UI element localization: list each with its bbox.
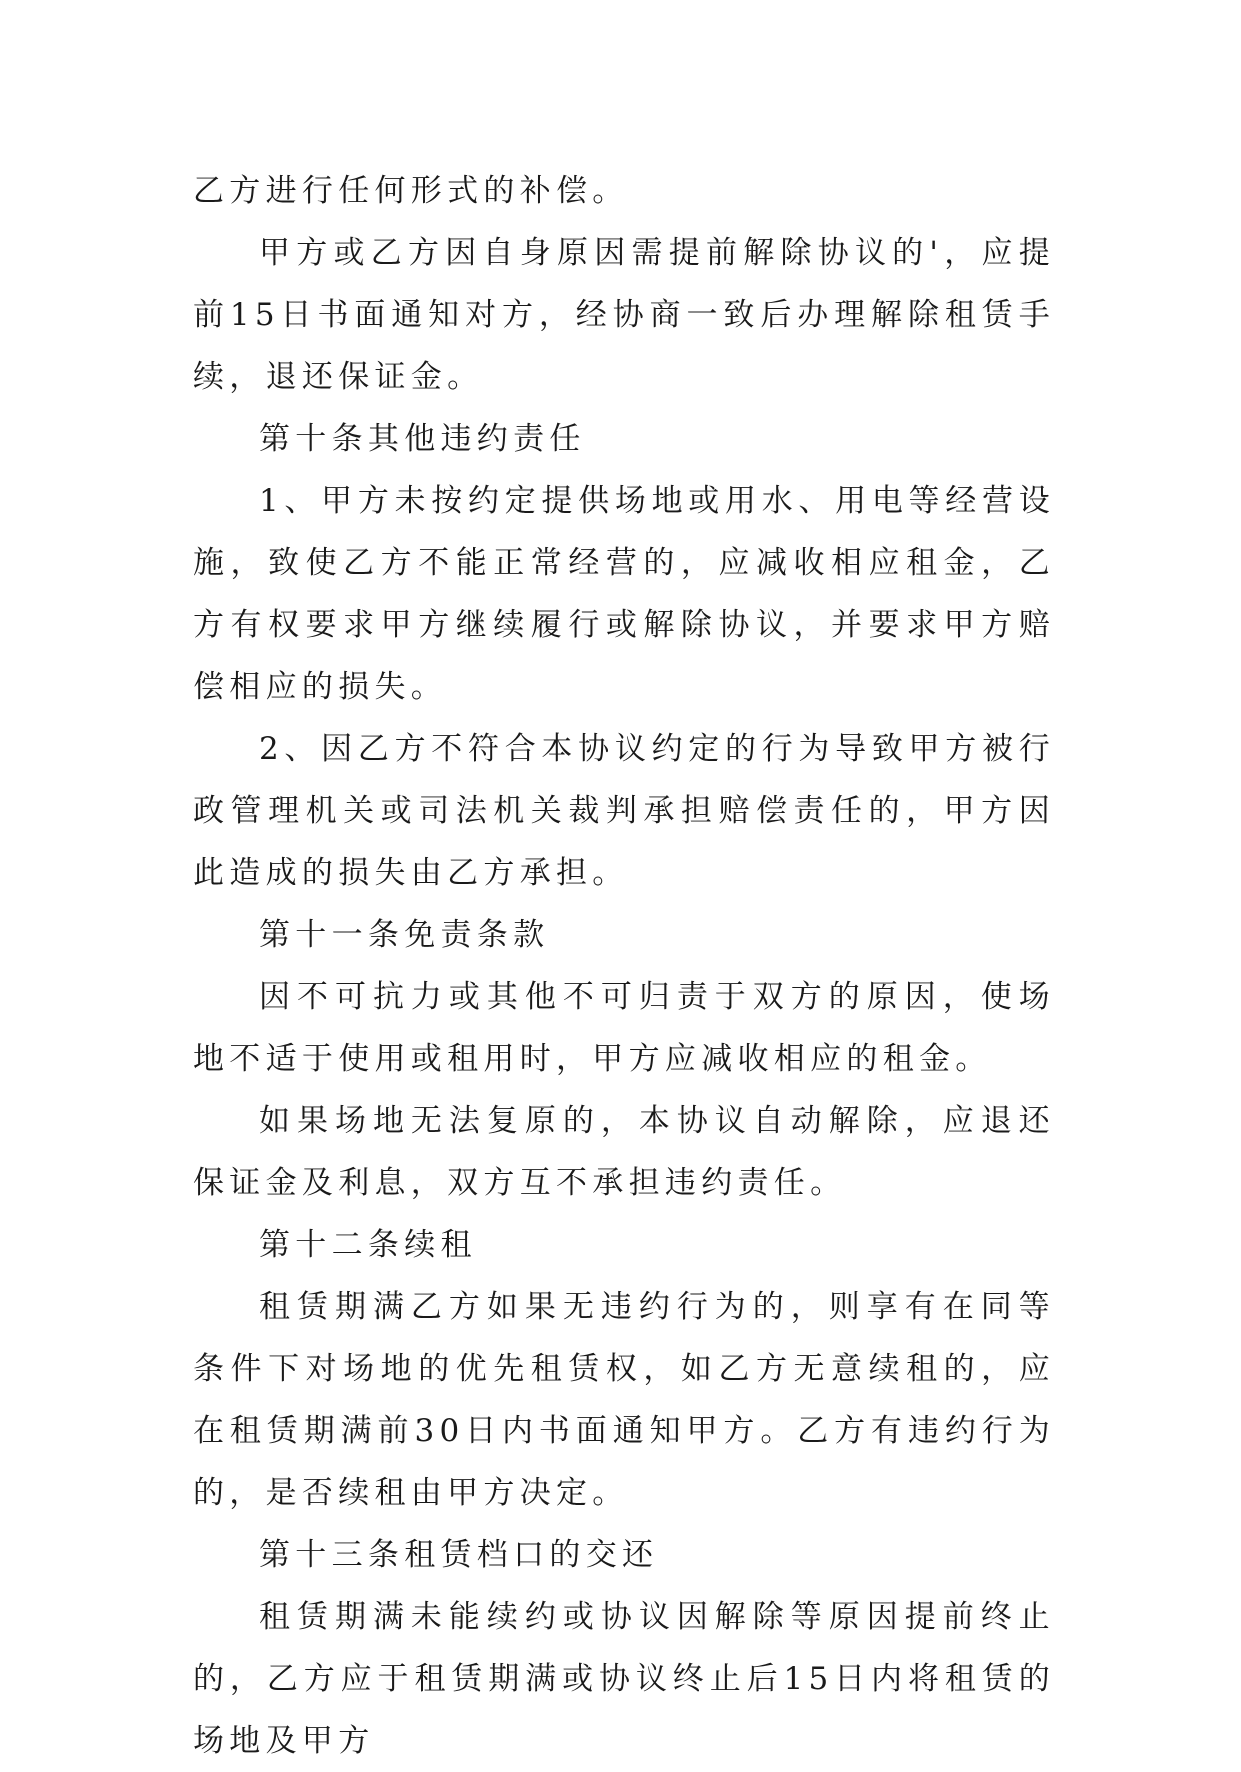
article-11-heading: 第十一条免责条款: [259, 917, 550, 953]
article-10-clause-2: 2、因乙方不符合本协议约定的行为导致甲方被行政管理机关或司法机关裁判承担赔偿责任的，甲方因此造成的损失由乙方承担。: [193, 731, 1055, 891]
article-11-paragraph-1: 因不可抗力或其他不可归责于双方的原因，使场地不适于使用或租用时，甲方应减收相应的租金。: [193, 979, 1055, 1077]
article-10-heading: 第十条其他违约责任: [259, 421, 586, 457]
document-body: [193, 160, 1055, 1772]
article-12-heading: 第十二条续租: [259, 1227, 477, 1263]
article-13-heading: 第十三条租赁档口的交还: [259, 1537, 659, 1573]
article-10-clause-1: 1、甲方未按约定提供场地或用水、用电等经营设施，致使乙方不能正常经营的，应减收相应租金，乙方有权要求甲方继续履行或解除协议，并要求甲方赔偿相应的损失。: [193, 483, 1055, 705]
paragraph-early-termination: 甲方或乙方因自身原因需提前解除协议的'，应提前15日书面通知对方，经协商一致后办理解除租赁手续，退还保证金。: [193, 235, 1055, 395]
article-13-paragraph: 租赁期满未能续约或协议因解除等原因提前终止的，乙方应于租赁期满或协议终止后15日内将租赁的场地及甲方: [193, 1599, 1055, 1759]
paragraph-compensation-end: 乙方进行任何形式的补偿。: [193, 173, 629, 209]
article-12-paragraph: 租赁期满乙方如果无违约行为的，则享有在同等条件下对场地的优先租赁权，如乙方无意续租的，应在租赁期满前30日内书面通知甲方。乙方有违约行为的，是否续租由甲方决定。: [193, 1289, 1055, 1511]
article-11-paragraph-2: 如果场地无法复原的，本协议自动解除，应退还保证金及利息，双方互不承担违约责任。: [193, 1103, 1055, 1201]
